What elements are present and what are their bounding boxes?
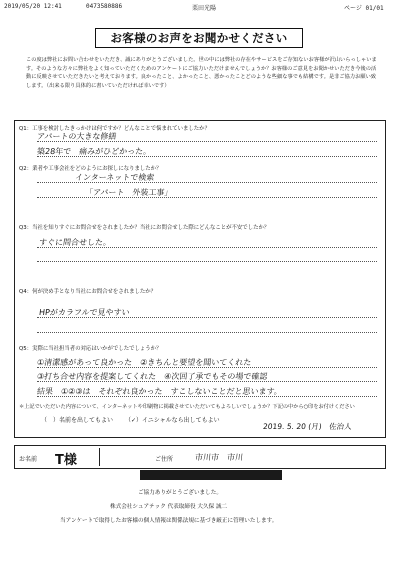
consent-option-name-label: 名前を出してもよい xyxy=(59,417,114,424)
question-4-label: Q4：何が決め手となり当社にお問合せをされましたか？ xyxy=(19,289,157,295)
answer-rule xyxy=(37,381,377,382)
question-3-answer-line-1: すぐに問合せした。 xyxy=(38,238,112,247)
survey-title-box xyxy=(95,28,303,48)
name-value: T様 xyxy=(55,453,77,468)
question-2-answer-line-1: インターネットで検索 xyxy=(74,173,155,182)
question-1-answer-line-2: 築28年で 痛みがひどかった。 xyxy=(36,147,152,156)
answer-rule xyxy=(37,156,377,157)
question-1-label: Q1：工事を検討したきっかけは何ですか？どんなことで悩まれていましたか？ xyxy=(19,126,210,132)
answer-rule xyxy=(37,141,377,142)
fax-sender: 栗田光陽 xyxy=(192,5,217,12)
consent-option-initial[interactable] xyxy=(125,415,220,424)
answer-rule xyxy=(37,367,377,368)
redaction-bar xyxy=(140,470,282,480)
question-5-answer-line-2: ③打ち合せ内容を提案してくれた ④次回了承でもその場で確認 xyxy=(36,372,268,381)
consent-option-name-paren: （ ） xyxy=(41,417,60,424)
fax-page: ページ 01/01 xyxy=(344,5,384,12)
name-divider xyxy=(99,448,100,466)
footer-company: 株式会社シュアテック 代表取締役 大久保 誠二 xyxy=(110,504,228,510)
signature-date: 2019. 5. 20 (月) 佐治人 xyxy=(262,422,353,431)
consent-option-initial-paren: （✓） xyxy=(125,417,143,424)
consent-option-name[interactable] xyxy=(41,415,113,424)
answer-rule xyxy=(37,396,377,397)
intro-text: この度は弊社にお問い合わせをいただき、誠にありがとうございました。世の中には弊社の存在やサービスをご存知ないお客様が沢山いらっしゃいます。そのような方々に弊社をよく知っていただくためのアンケートにご協力いただけませんでしょうか？お客様のご意見をお聞かせいただき今後の活動に反映させていただきたいと考えております。良かったこと、よかったこと、悪かったことどのような些細な事でも結構です。是非ご協力お願い致します。（出来る限り具体的に書いていただければ幸いです） xyxy=(26,57,377,89)
question-5-label: Q5：実際に当社担当者の対応はいかがでしたでしょうか？ xyxy=(19,346,162,352)
answer-rule xyxy=(37,332,377,333)
footer-privacy: 当アンケートで取得したお客様の個人情報は関係法規に基づき厳正に管理いたします。 xyxy=(60,518,278,524)
answer-rule xyxy=(37,197,377,198)
answer-rule xyxy=(37,317,377,318)
question-2-label: Q2：業者や工事会社をどのようにお探しになりましたか？ xyxy=(19,166,162,172)
address-value: 市川市 市川 xyxy=(194,453,244,462)
question-5-answer-line-3: 結果 ①②③は それぞれ良かった すこしないことだと思います。 xyxy=(36,387,283,396)
question-1-answer-line-1: アパートの大きな修繕 xyxy=(36,132,117,141)
consent-note: ＊上記でいただいた内容について、インターネットや印刷物に掲載させていただいてもよろしいでしょうか？下記の中から○印をお付けください xyxy=(19,404,355,410)
footer-thanks: ご協力ありがとうございました。 xyxy=(138,490,222,496)
question-2-answer-line-2: 「アパート 外装工事」 xyxy=(84,188,173,197)
question-5-answer-line-1: ①清潔感があって良かった ②きちんと要望を聞いてくれた xyxy=(36,358,252,367)
answer-rule xyxy=(37,247,377,248)
address-label: ご住所 xyxy=(155,456,174,463)
name-address-box xyxy=(14,445,386,469)
survey-questions-box xyxy=(14,120,386,438)
answer-rule xyxy=(37,182,377,183)
fax-number: 0473580886 xyxy=(86,3,123,10)
question-4-answer-line-1: HPがカラフルで見やすい xyxy=(38,308,131,317)
page-title: お客様のお声をお聞かせください xyxy=(110,31,288,45)
question-3-label: Q3：当社を知りすぐにお問合せをされましたか？当社にお問合せした際にどんなことが不安でしたか？ xyxy=(19,225,270,231)
consent-option-initial-label: イニシャルなら出してもよい xyxy=(142,417,220,424)
fax-datetime: 2019/05/20 12:41 xyxy=(4,3,62,10)
answer-rule xyxy=(37,261,377,262)
name-label: お名前 xyxy=(19,456,38,463)
